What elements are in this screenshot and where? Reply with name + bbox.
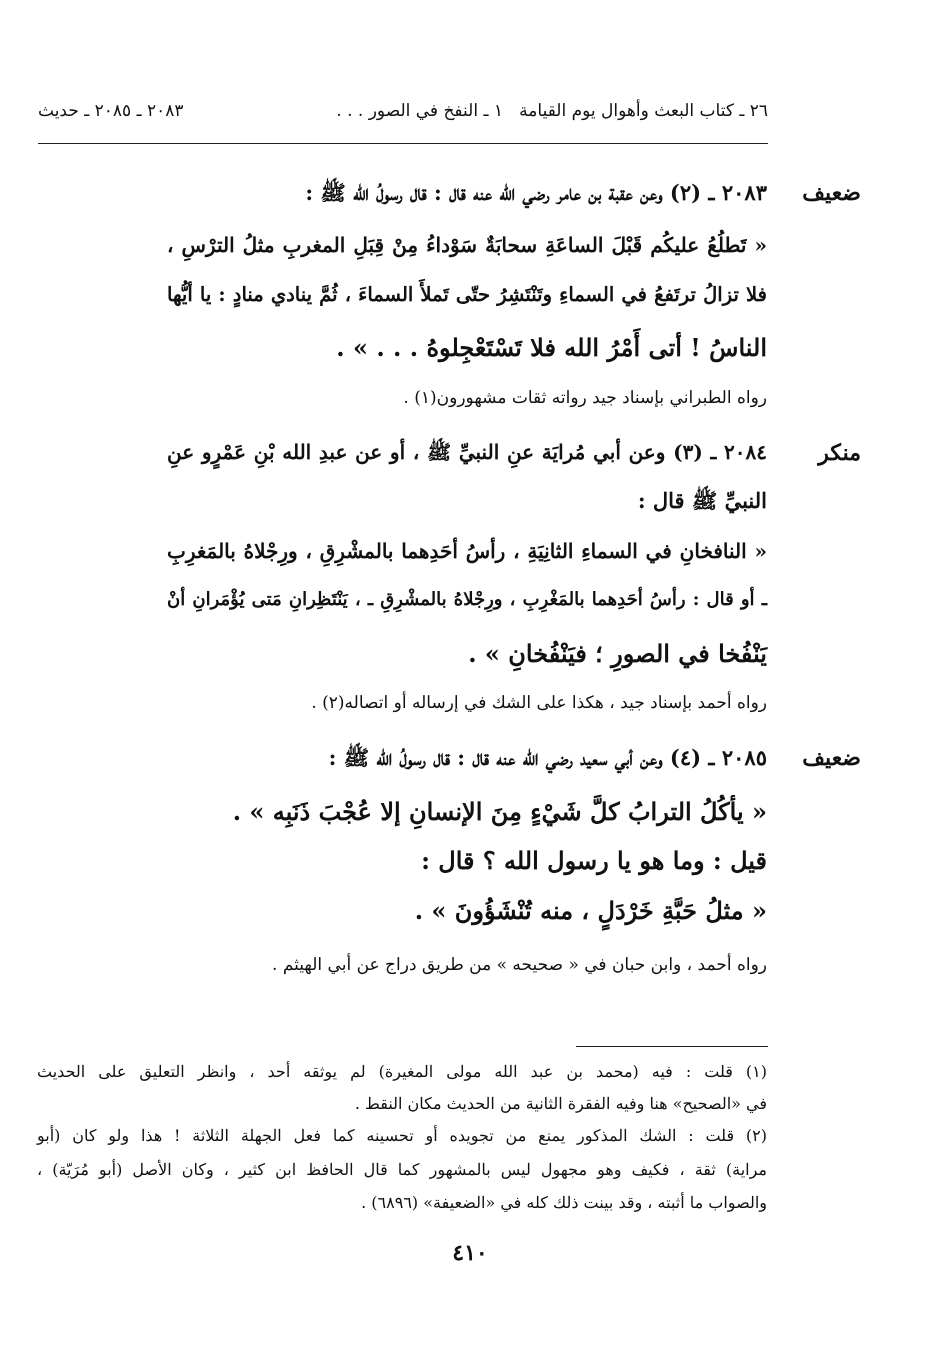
- hadith-text-line: « مثلُ حَبَّةِ خَرْدَلٍ ، منه تُنْشَؤُونَ » .: [414, 896, 767, 925]
- header-rule: [38, 143, 768, 144]
- hadith-text-line: فلا تزالُ ترتَفعُ في السماءِ وتَنْتَشِرُ حتّى تَملأَ السماءَ ، ثُمَّ ينادي منادٍ : يا أيُّها: [167, 283, 767, 306]
- footnote-line: والصواب ما أثبته ، وقد بينت ذلك كله في «الضعيفة» (٦٨٩٦) .: [361, 1193, 767, 1212]
- footnote-line: (١) قلت : فيه (محمد بن عبد الله مولى المغيرة) لم يوثقه أحد ، وانظر التعليق على الحديث: [37, 1062, 767, 1081]
- hadith-text-line: الناسُ ! أتى أَمْرُ الله فلا تَسْتَعْجِلوهُ . . . » .: [336, 333, 767, 362]
- footnote-line: مراية) ثقة ، فكيف وهو مجهول ليس بالمشهور كما قال الحافظ ابن كثير ، وكان الأصل (أبو مُرَيّة) ،: [37, 1160, 767, 1179]
- hadith-text-line: « النافخانِ في السماءِ الثانِيَةِ ، رأسُ أحَدِهما بالمشْرِقِ ، ورِجْلاهُ بالمَغرِبِ: [167, 539, 767, 563]
- hadith-grade: منكر: [818, 440, 861, 466]
- hadith-grade: ضعيف: [802, 180, 861, 206]
- hadith-intro-line: ٢٠٨٤ ـ (٣) وعن أبي مُرايَة عنِ النبيِّ ﷺ ، أو عن عبدِ الله بْنِ عَمْرٍو عنِ: [167, 440, 767, 464]
- hadith-grade: ضعيف: [802, 745, 861, 771]
- footnote-rule: [576, 1046, 768, 1047]
- hadith-intro-line: ٢٠٨٣ ـ (٢) وعن عقبة بن عامر رضي الله عنه قال : قال رسولُ الله ﷺ :: [305, 180, 767, 205]
- hadith-intro-line: ٢٠٨٥ ـ (٤) وعن أبي سعيد رضي الله عنه قال : قال رسولُ الله ﷺ :: [328, 745, 767, 770]
- footnote-line: في «الصحيح» هنا وفيه الفقرة الثانية من الحديث مكان النقط .: [354, 1094, 767, 1113]
- header-hadith-range: ٢٠٨٣ ـ ٢٠٨٥ ـ حديث: [38, 101, 184, 121]
- page-number: ٤١٠: [452, 1240, 488, 1266]
- hadith-text-line: « تَطلُعُ عليكُم قَبْلَ الساعَةِ سحابَةٌ سَوْداءُ مِنْ قِبَلِ المغربِ مثلُ الترْسِ ،: [167, 233, 767, 257]
- hadith-intro-line: النبيِّ ﷺ قال :: [637, 488, 767, 513]
- hadith-source: رواه الطبراني بإسناد جيد رواته ثقات مشهورون(١) .: [403, 388, 767, 408]
- running-header: [38, 98, 768, 124]
- header-chapter: ٢٦ ـ كتاب البعث وأهوال يوم القيامة: [519, 101, 768, 121]
- footnote-line: (٢) قلت : الشك المذكور يمنع من تجويده أو تحسينه كما فعل الجهلة الثلاثة ! هذا ولو كان (أبو: [37, 1126, 768, 1145]
- hadith-text-line: قيل : وما هو يا رسول الله ؟ قال :: [421, 846, 767, 875]
- hadith-source: رواه أحمد ، وابن حبان في « صحيحه » من طريق دراج عن أبي الهيثم .: [272, 955, 767, 975]
- header-section: ١ ـ النفخ في الصور . . .: [336, 101, 503, 121]
- hadith-text-line: « يأكُلُ الترابُ كلَّ شَيْءٍ مِنَ الإنسانِ إلا عُجْبَ ذَنَبِه » .: [232, 797, 767, 826]
- hadith-source: رواه أحمد بإسناد جيد ، هكذا على الشك في إرساله أو اتصاله(٢) .: [311, 693, 767, 713]
- hadith-text-line: ـ أو قال : رأسُ أحَدِهما بالمَغْرِبِ ، ورِجْلاهُ بالمشْرِقِ ـ ، يَنْتَظِرانِ مَتى يُؤْمَرانِ أنْ: [167, 589, 767, 610]
- hadith-text-line: يَنْفُخا في الصورِ ؛ فيَنْفُخانِ » .: [468, 639, 767, 668]
